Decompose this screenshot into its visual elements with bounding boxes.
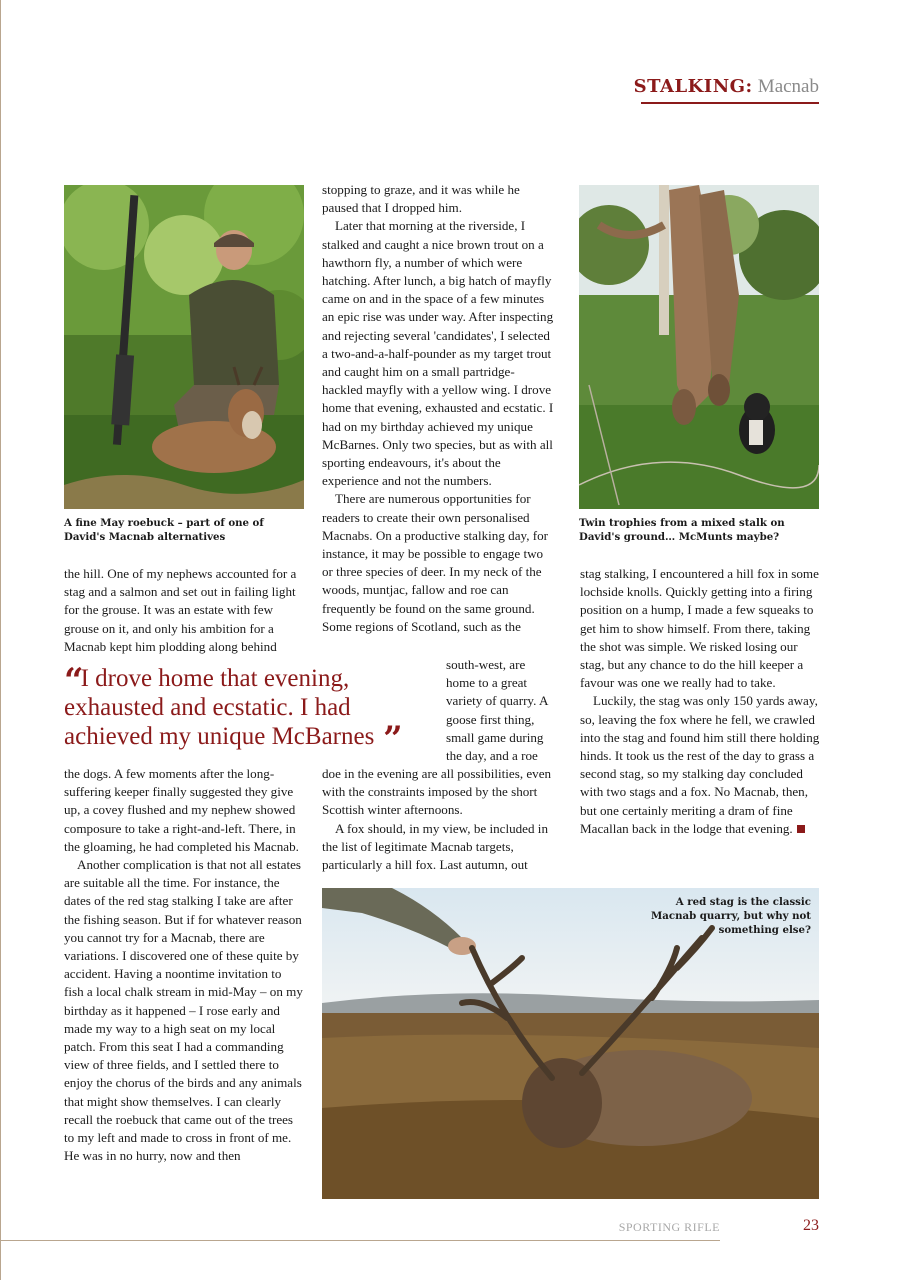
col2-paragraph-2: Later that morning at the riverside, I stalked and caught a nice brown trout on a hawthorn fly, a number of which were hatching. After lunch, a big hatch of mayfly came on and in the space of a few minutes an epic rise was under way. After inspecting and rejecting several 'candidates', I selected a two-and-a-half-pounder as my target trout and caught him on a small partridge-hackled mayfly with a yellow wing. I drove home that evening, exhausted and ecstatic. I had on my birthday achieved my unique McBarnes. Only two species, but as with all sporting endeavours, it's about the experience and not the numbers.: [322, 218, 554, 489]
twin-trophies-caption: Twin trophies from a mixed stalk on David's ground… McMunts maybe?: [579, 517, 785, 543]
header-rule: [641, 102, 819, 104]
article-column-3: [580, 565, 820, 838]
roebuck-photo: [64, 185, 304, 509]
article-column-2-top: [322, 181, 554, 636]
article-column-2-bottom: [322, 765, 554, 874]
col1-paragraph-3: Another complication is that not all estates are suitable all the time. For instance, the dates of the red stag stalking I take are after the fishing season. But if for whatever reason you cannot try for a Macnab, there are variations. I discovered one of these quite by accident. Having a noontime invitation to fish a local chalk stream in mid-May – on my birthday as it happened – I rose early and made my way to a high seat on my local patch. From this seat I had a commanding view of three fields, and I settled there to enjoy the chorus of the birds and any animals that might show themselves. I can clearly recall the roebuck that came out of the trees to my left and made to cross in front of me. He was in no hurry, now and then: [64, 857, 303, 1164]
pull-quote-text: I drove home that evening, exhausted and ecstatic. I had achieved my unique McBarnes: [64, 665, 375, 750]
section-kicker: STALKING:: [633, 76, 753, 97]
col2-paragraph-3: There are numerous opportunities for readers to create their own personalised Macnabs. On a productive stalking day, for instance, it may be possible to engage two or three species of deer. In my neck of the woods, muntjac, fallow and roe can frequently be found on the same ground. Some regions of Scotland, such as the: [322, 491, 549, 634]
section-header: [634, 76, 819, 98]
close-quote-icon: ”: [374, 719, 400, 759]
twin-trophies-photo: [579, 185, 819, 509]
page-edge-line: [0, 0, 1, 1280]
col2-paragraph-3c: doe in the evening are all possibilities, even with the constraints imposed by the short Scottish winter afternoons.: [322, 766, 552, 818]
footer-rule: [0, 1240, 720, 1241]
section-topic: Macnab: [757, 76, 819, 97]
roebuck-caption: A fine May roebuck – part of one of David's Macnab alternatives: [64, 517, 264, 543]
col2-paragraph-4: A fox should, in my view, be included in the list of legitimate Macnab targets, particularly a hill fox. Last autumn, out: [322, 820, 548, 873]
article-column-1-top: [64, 565, 304, 656]
magazine-name: SPORTING RIFLE: [618, 1220, 720, 1234]
article-column-1-bottom: [64, 765, 304, 1165]
red-stag-caption: A red stag is the classic Macnab quarry, but why not something else?: [651, 896, 811, 936]
col2-paragraph-1: stopping to graze, and it was while he paused that I dropped him.: [322, 182, 520, 216]
open-quote-icon: “: [64, 661, 81, 701]
col2-paragraph-3b: south-west, are home to a great variety of quarry. A goose first thing, small game during the day, and a roe: [446, 657, 548, 764]
pull-quote: [64, 661, 432, 759]
article-column-2-inset: [446, 656, 554, 765]
col1-paragraph-2: the dogs. A few moments after the long-suffering keeper finally suggested they give up, a covey flushed and my nephew showed composure to take a right-and-left. There, in the gloaming, he had completed his Macnab.: [64, 766, 299, 854]
col3-paragraph-2: Luckily, the stag was only 150 yards away, so, leaving the fox where he fell, we crawled into the stag and found him still there holding hinds. It took us the rest of the day to grass a second stag, so my stalking day concluded with two stags and a fox. No Macnab, then, but one certainly meriting a dram of fine Macallan back in the lodge that evening.: [580, 693, 820, 836]
col1-paragraph-1: the hill. One of my nephews accounted for a stag and a salmon and set out in failing light for the grouse. It was an estate with few grouse on it, and only his ambition for a Macnab kept him plodding along behind: [64, 566, 297, 654]
page-number: 23: [803, 1217, 819, 1234]
end-of-article-icon: [797, 825, 805, 833]
col3-paragraph-1: stag stalking, I encountered a hill fox in some lochside knolls. Quickly getting into a firing position on a hump, I made a few squeaks to get him to show himself. From there, taking the shot was simple. We risked losing our stag, but any chance to do the hill keeper a favour was one we really had to take.: [580, 566, 819, 691]
